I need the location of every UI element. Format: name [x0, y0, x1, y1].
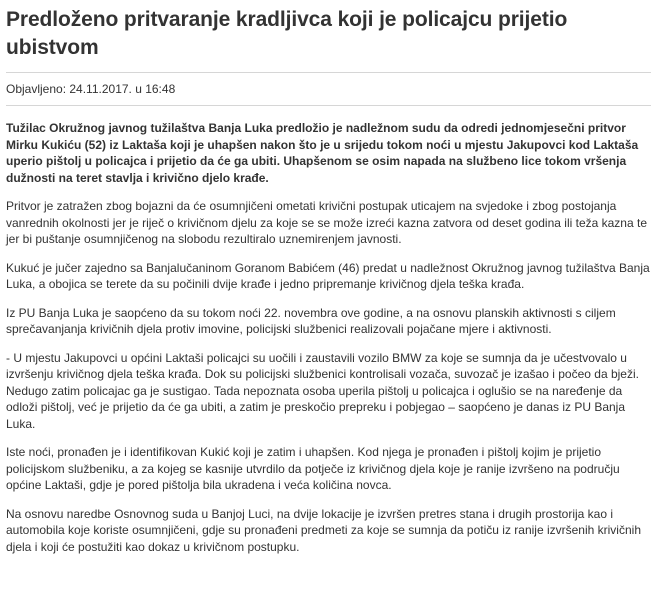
article — [0, 6, 657, 555]
article-lead: Tužilac Okružnog javnog tužilaštva Banja Luka predložio je nadležnom sudu da odredi jednomjesečni pritvor Mirku Kukiću (52) iz Laktaša koji je uhapšen nakon što je u srijedu tokom noći u mjestu Jakupovci kod Laktaša uperio pištolj u policajca i prijetio da će ga ubiti. Uhapšenom se osim napada na službeno lice tokom vršenja dužnosti na teret stavlja i krivično djelo krađe. — [6, 121, 639, 185]
article-paragraph: Kukuć je jučer zajedno sa Banjalučaninom Goranom Babićem (46) predat u nadležnost Okružnog javnog tužilaštva Banja Luka, a obojica se terete da su počinili dvije krađe i jedno pripremanje krivičnog djela teška krađa. — [6, 260, 650, 291]
article-title: Predloženo pritvaranje kradljivca koji je policajcu prijetio ubistvom — [6, 8, 568, 59]
publish-date: Objavljeno: 24.11.2017. u 16:48 — [6, 82, 176, 96]
title-divider — [6, 72, 651, 73]
article-paragraph: Iste noći, pronađen je i identifikovan Kukić koji je zatim i uhapšen. Kod njega je pronađen i pištolj kojim je prijetio policijskom službeniku, a za kojeg se kasnije utvrdilo da potječe iz krivičnog djela koje je ranije izvršeno na području općine Laktaši, gdje je pored pištolja bila ukradena i veća količina novca. — [6, 445, 620, 492]
article-paragraph: Iz PU Banja Luka je saopćeno da su tokom noći 22. novembra ove godine, a na osnovu planskih aktivnosti s ciljem sprečavanjanja krivičnih djela protiv imovine, policijski službenici realizovali pojačane mjere i aktivnosti. — [6, 305, 616, 336]
article-paragraph: Pritvor je zatražen zbog bojazni da će osumnjičeni ometati krivični postupak uticajem na svjedoke i zbog postojanja vanrednih okolnosti jer je riječ o krivičnom djelu za koje se se može izreći kazna zatvora od deset godina ili teža kazna te jer bi puštanje osumnjičenog na slobodu rezultiralo uznemirenjem javnosti. — [6, 199, 647, 246]
meta-divider — [6, 105, 651, 106]
article-paragraph: - U mjestu Jakupovci u općini Laktaši policajci su uočili i zaustavili vozilo BMW za koje se sumnja da je učestvovalo u izvršenju krivičnog djela teška krađa. Dok su policijski službenici kontrolisali vozača, suvozač je izašao i počeo da bježi. Nedugo zatim policajac ga je sustigao. Tada nepoznata osoba uperila pištolj u policajca i oglušio se na naređenje da odloži pištolj, već je prijetio da će ga ubiti, a zatim je preskočio prepreku i pobjegao – saopćeno je danas iz PU Banja Luka. — [6, 350, 639, 431]
article-paragraph: Na osnovu naredbe Osnovnog suda u Banjoj Luci, na dvije lokacije je izvršen pretres stana i drugih prostorija kao i automobila koje koriste osumnjičeni, gdje su pronađeni predmeti za koje se sumnja da potiču iz ranije izvršenih krivičnih djela i koji će postužiti kao dokaz u krivičnom postupku. — [6, 506, 641, 554]
